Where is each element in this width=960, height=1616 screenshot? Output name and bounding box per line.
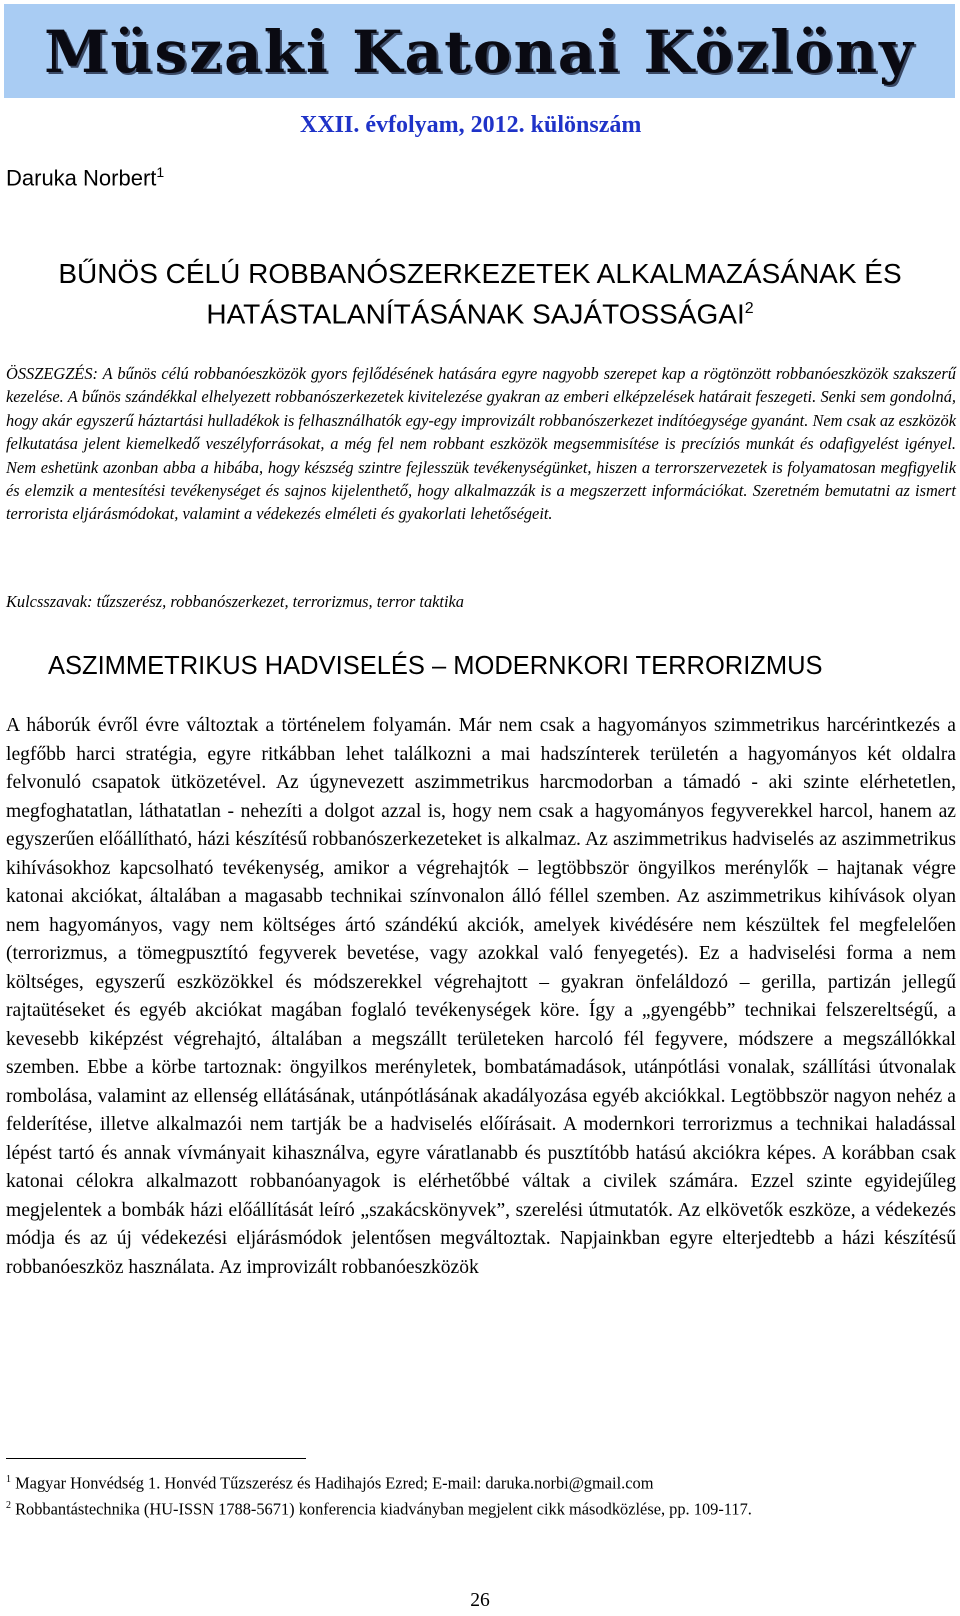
page-number: 26 bbox=[470, 1590, 490, 1611]
body-paragraph: A háborúk évről évre változtak a történelem folyamán. Már nem csak a hagyományos szimmetrikus harcérintkezés a legfőbb harci stratégia, egyre ritkábban lehet találkozni a mai hadszínterek területén a hagyományos két oldalra felvonuló csapatok ütközetével. Az úgynevezett aszimmetrikus harcmodorban a támadó - aki szinte elérhetetlen, megfoghatatlan, láthatatlan - nehezíti a dolgot azzal is, hogy nem csak a hagyományos fegyverekkel harcol, hanem az egyszerűen előállítható, házi készítésű robbanószerkezeteket is alkalmaz. Az aszimmetrikus hadviselés az aszimmetrikus kihívásokhoz kapcsolható tevékenység, amikor a végrehajtók – legtöbbször öngyilkos merénylők – hajtanak végre katonai akciókat, általában a magasabb technikai színvonalon álló féllel szemben. Az aszimmetrikus kihívások olyan nem hagyományos, vagy nem költséges ártó szándékú akciók, amelyek kivédésére nem készültek fel megfelelően (terrorizmus, a tömegpusztító fegyverek bevetése, vagy azokkal való fenyegetés). Ez a hadviselési forma a nem költséges, egyszerű eszközökkel és módszerekkel végrehajtott – gyakran önfeláldozó – gerilla, partizán jellegű rajtaütéseket és egyéb akciókat magában foglaló tevékenységek köre. Így a „gyengébb” technikai felszereltségű, a kevesebb kiképzést végrehajtó, általában a megszállt területeken harcoló fél fegyvere, módszere a megszállókkal szemben. Ebbe a körbe tartoznak: öngyilkos merényletek, bombatámadások, utánpótlási vonalak, szállítási útvonalak rombolása, valamint az ellenség ellátásának, utánpótlásának akadályozása egyéb akciókkal. Legtöbbször nagyon nehéz a felderítése, illetve alkalmazói nem tartják be a hadviselés előírásait. A modernkori terrorizmus a technikai haladással lépést tartó és annak vívmányait kihasználva, egyre váratlanabb és pusztítóbb hatású akciókra képes. A korábban csak katonai célokra alkalmazott robbanóanyagok is elérhetőbbé váltak a civilek számára. Ezzel szinte egyidejűleg megjelentek a bombák házi előállítását leíró „szakácskönyvek”, szerelési útmutatók. Az elkövetők eszköze, a védekezés módja és az új védekezési eljárásmódok jelentősen megváltoztak. Napjainkban egyre elterjedtebb a házi készítésű robbanóeszköz használata. Az improvizált robbanóeszközök bbox=[6, 715, 956, 1278]
issue-line: XXII. évfolyam, 2012. különszám bbox=[300, 112, 642, 138]
author-footnote-marker: 1 bbox=[156, 164, 165, 180]
footnote-1-marker: 1 bbox=[6, 1474, 11, 1485]
footnote-2 bbox=[6, 1494, 926, 1520]
article-title-line-2-text: HATÁSTALANÍTÁSÁNAK SAJÁTOSSÁGAI bbox=[206, 298, 745, 330]
masthead-logo-title: Müszaki Katonai Közlöny bbox=[44, 18, 915, 86]
author-name-text: Daruka Norbert bbox=[6, 165, 157, 191]
title-footnote-marker: 2 bbox=[744, 300, 754, 317]
journal-masthead bbox=[4, 4, 955, 98]
author-name bbox=[6, 164, 164, 191]
article-title-line-2 bbox=[0, 291, 960, 331]
section-heading: ASZIMMETRIKUS HADVISELÉS – MODERNKORI TERRORIZMUS bbox=[48, 652, 823, 680]
footnote-divider bbox=[6, 1458, 306, 1459]
footnote-1 bbox=[6, 1468, 926, 1494]
footnote-2-marker: 2 bbox=[6, 1500, 11, 1512]
article-title bbox=[0, 256, 960, 331]
footnote-2-text: Robbantástechnika (HU-ISSN 1788-5671) konferencia kiadványban megjelent cikk másodközlése, pp. 109-117. bbox=[11, 1499, 752, 1519]
abstract: ÖSSZEGZÉS: A bűnös célú robbanóeszközök gyors fejlődésének hatására egyre nagyobb szerepet kap a rögtönzött robbanóeszközök szakszerű kezelése. A bűnös szándékkal elhelyezett robbanószerkezetek kivitelezése gyakran az emberi elképzelések határait feszegeti. Senki sem gondolná, hogy akár egyszerű háztartási hulladékok is felhasználhatók egy-egy improvizált robbanószerkezet indítóegysége gyanánt. Nem csak az eszközök felkutatása jelent kiemelkedő veszélyforrásokat, a még fel nem robbant eszközök megsemmisítése is precíziós munkát és odafigyelést igényel. Nem eshetünk azonban abba a hibába, hogy készség szintre fejlesszük tevékenységünket, hiszen a terrorszervezetek is folyamatosan megfigyelik és elemzik a mentesítési tevékenységet és sajnos kijelenthető, hogy alkalmazzák is a megszerzett információkat. Szeretném bemutatni az ismert terrorista eljárásmódokat, valamint a védekezés elméleti és gyakorlati lehetőségeit. bbox=[6, 364, 956, 524]
article-title-line-1: BŰNÖS CÉLÚ ROBBANÓSZERKEZETEK ALKALMAZÁSÁNAK ÉS bbox=[58, 258, 902, 289]
footnotes bbox=[6, 1468, 926, 1521]
footnote-1-text: Magyar Honvédség 1. Honvéd Tűzszerész és Hadihajós Ezred; E-mail: daruka.norbi@gmail.com bbox=[11, 1473, 654, 1493]
keywords: Kulcsszavak: tűzszerész, robbanószerkezet, terrorizmus, terror taktika bbox=[6, 592, 465, 611]
